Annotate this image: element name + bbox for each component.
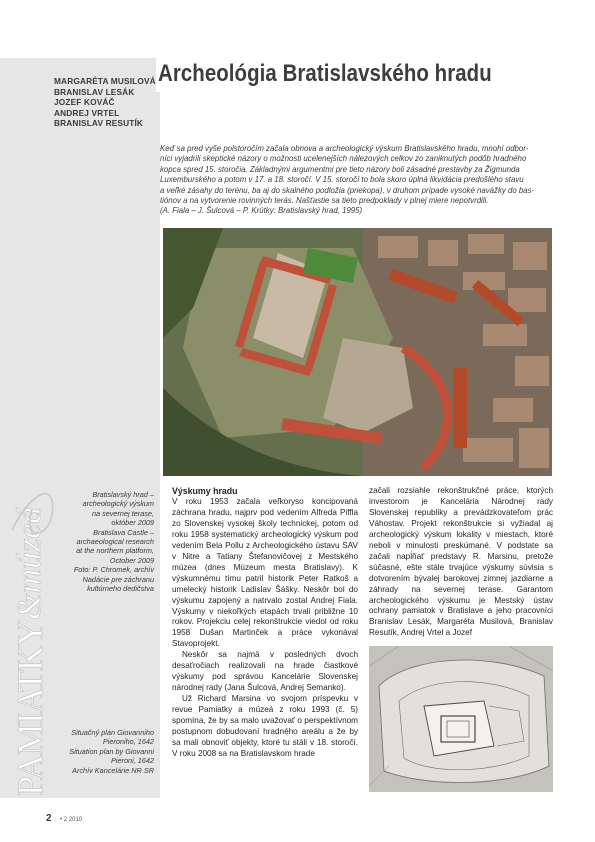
caption-line: na severnej terase, bbox=[91, 508, 154, 518]
caption-line: at the northern platform, bbox=[76, 546, 154, 556]
caption-line: kultúrneho dedičstva bbox=[87, 584, 154, 594]
caption-line: Situačný plán Giovanniho bbox=[71, 728, 154, 737]
caption-line: Situation plan by Giovanni bbox=[69, 746, 154, 756]
body-column-left bbox=[172, 486, 358, 760]
paragraph: začali rozsiahle rekonštrukčné práce, ktorých investorom je Kancelária Národnej rady Slovenskej republiky a prevádzkovateľom prác Váhostav. Projekt rekonštrukcie si vyžiadal aj archeologický výskum lokality v miestach, ktoré neboli v minulosti preskúmané. V podstate sa začali napĺňať predstavy R. Marsinu, pretože súčasné, ešte stále trvajúce výskumy súvisia s dotvorením bývalej barokovej zimnej jazdiarne a záhrady na severnej terase. Garantom archeologického výskumu je Mestský ústav ochrany pamiatok v Bratislave a jeho pracovníci Branislav Lesák, Margaréta Musilová, Branislav Resutík, Andrej Vrtel a Jozef bbox=[369, 486, 553, 638]
journal-masthead-logo bbox=[2, 470, 62, 800]
svg-text:PAMIATKY: PAMIATKY bbox=[10, 621, 50, 796]
page-footer bbox=[46, 808, 82, 826]
body-column-right bbox=[369, 486, 553, 639]
author-name: ANDREJ VRTEL bbox=[54, 107, 120, 118]
caption-line: Archív Kancelárie NR SR bbox=[72, 765, 154, 775]
issue-label: • 2 2010 bbox=[60, 817, 83, 823]
intro-citation: (A. Fiala – J. Šulcová – P. Krútky: Bratislavský hrad, 1995) bbox=[160, 206, 363, 216]
caption-line: Bratislava Castle – bbox=[93, 527, 154, 537]
photo-caption bbox=[60, 490, 154, 593]
caption-line: Foto: P. Chromek, archív bbox=[73, 565, 154, 575]
caption-line: Nadácie pre záchranu bbox=[82, 574, 154, 584]
caption-line: archaeological research bbox=[76, 537, 154, 547]
intro-line: a veľké zásahy do terénu, ba aj do skalného podložia (priekopa), v druhom prípade vysoké navážky do bas- bbox=[160, 185, 535, 195]
page-number: 2 bbox=[46, 813, 52, 824]
plan-caption bbox=[60, 728, 154, 775]
intro-quote bbox=[160, 144, 552, 217]
aerial-castle-photo bbox=[163, 228, 552, 476]
caption-line: Bratislavský hrad – bbox=[92, 490, 154, 499]
paragraph: V roku 1953 začala veľkoryso koncipovaná záchrana hradu, najprv pod vedením Alfreda Piffla zo Slovenskej vysokej školy technickej, potom od roku 1958 systematický archeologický výskum pod vedením Bela Pollu z Archeologického ústavu SAV v Nitre a Tatiany Štefanovičovej z Mestského múzea (dnes Múzeum mesta Bratislavy). K výskumnému tímu patril historik Peter Ratkoš a umelecký historik Ladislav Šášky. Neskôr bol do výskumu zapojený a natrvalo zostal Andrej Fiala. Výskumy v niekoľkých etapách trvali približne 10 rokov. Projekciu celej rekonštrukcie viedol od roku 1958 Dušan Martinček a práce vykonával Stavoprojekt. bbox=[172, 497, 358, 649]
author-name: BRANISLAV RESUTÍK bbox=[54, 118, 144, 129]
author-name: MARGARÉTA MUSILOVÁ bbox=[54, 76, 156, 86]
historic-situation-plan bbox=[369, 646, 553, 792]
paragraph: Už Richard Marsina vo svojom príspevku v revue Pamiatky a múzeá z roku 1993 (č. 5) spomína, že by sa malo uvažovať o perspektívnom postupnom dobudovaní hradného areálu a že by sa mali obnoviť objekty, ktoré tu stáli v 18. storočí. V roku 2008 sa na Bratislavskom hrade bbox=[172, 694, 358, 758]
paragraph: Neskôr sa najmä v posledných dvoch desaťročiach realizovali na hrade čiastkové výskumy pod správou Kancelárie Slovenskej národnej rady (Jana Šulcová, Andrej Semanko). bbox=[172, 650, 358, 693]
caption-line: Pieroniho, 1642 bbox=[102, 737, 154, 747]
intro-line: Keď sa pred vyše polstoročím začala obnova a archeologický výskum Bratislavského hradu, mnohí odbor- bbox=[160, 144, 529, 153]
article-title: Archeológia Bratislavského hradu bbox=[158, 60, 492, 87]
intro-line: Luxemburského a potom v 17. a 18. storočí. V 15. storočí to bola skoro úplná likvidácia predošlého stavu bbox=[160, 175, 524, 185]
intro-line: tiónov a na vytvorenie rovinných terás. Našťastie sa tieto predpoklady v plnej miere nepotvrdili. bbox=[160, 196, 489, 206]
author-name: BRANISLAV LESÁK bbox=[54, 86, 135, 97]
intro-line: kopca spred 15. storočia. Základnými argumentmi pre tieto názory boli zásadné prestavby za Žigmunda bbox=[160, 164, 520, 174]
section-heading: Výskumy hradu bbox=[172, 486, 238, 496]
author-name: JOZEF KOVÁČ bbox=[54, 97, 115, 108]
caption-line: október 2009 bbox=[111, 518, 154, 528]
svg-text:&múzeá: &múzeá bbox=[11, 506, 48, 620]
caption-line: archeologický výskum bbox=[82, 499, 154, 509]
caption-line: Pieroni, 1642 bbox=[110, 756, 154, 766]
intro-line: níci vyjadrili skeptické názory o možnosti ucelenejších nálezových celkov zo zaniknutých podôb hradného bbox=[160, 154, 527, 164]
caption-line: October 2009 bbox=[109, 555, 154, 565]
author-list bbox=[54, 76, 164, 129]
